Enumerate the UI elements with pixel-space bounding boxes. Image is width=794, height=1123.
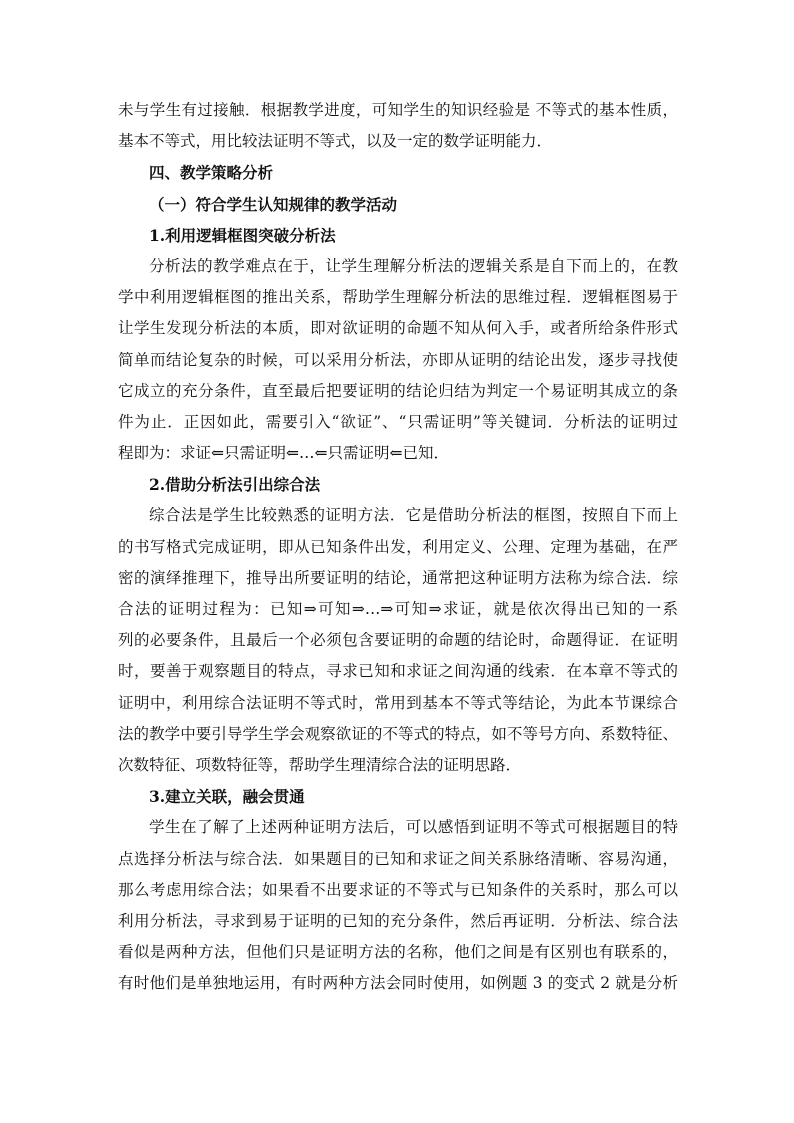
paragraph-point-1 xyxy=(118,251,678,469)
text-line: 分析法的教学难点在于，让学生理解分析法的逻辑关系是自下而上的，在教 xyxy=(149,256,678,275)
point-heading-3: 3.建立关联，融会贯通 xyxy=(149,787,305,807)
text-line: 它成立的充分条件，直至最后把要证明的结论归结为判定一个易证明其成立的条 xyxy=(118,381,678,400)
paragraph-intro-continuation xyxy=(118,95,678,157)
text-line: 那么考虑用综合法；如果看不出要求证的不等式与已知条件的关系时，那么可以 xyxy=(118,880,678,899)
text-line: 的书写格式完成证明，即从已知条件出发，利用定义、公理、定理为基础，在严 xyxy=(118,537,678,556)
text-line: 程即为：求证⇐只需证明⇐…⇐只需证明⇐已知． xyxy=(118,444,449,463)
point-heading-2: 2.借助分析法引出综合法 xyxy=(149,475,321,495)
subsection-heading: （一）符合学生认知规律的教学活动 xyxy=(149,194,398,214)
text-line: 学中利用逻辑框图的推出关系，帮助学生理解分析法的思维过程．逻辑框图易于 xyxy=(118,288,678,307)
text-line: 时，要善于观察题目的特点，寻求已知和求证之间沟通的线索．在本章不等式的 xyxy=(118,662,678,681)
text-line: 综合法是学生比较熟悉的证明方法．它是借助分析法的框图，按照自下而上 xyxy=(149,506,678,525)
text-line: 基本不等式，用比较法证明不等式，以及一定的数学证明能力． xyxy=(118,132,553,151)
paragraph-point-3 xyxy=(118,812,678,999)
text-line: 看似是两种方法，但他们只是证明方法的名称，他们之间是有区别也有联系的， xyxy=(118,943,678,962)
paragraph-point-2 xyxy=(118,500,678,781)
text-line: 件为止．正因如此，需要引入“欲证”、“只需证明”等关键词．分析法的证明过 xyxy=(118,412,678,431)
text-line: 利用分析法，寻求到易于证明的已知的充分条件，然后再证明．分析法、综合法 xyxy=(118,911,678,930)
text-line: 证明中，利用综合法证明不等式时，常用到基本不等式等结论，为此本节课综合 xyxy=(118,693,678,712)
text-line: 有时他们是单独地运用，有时两种方法会同时使用，如例题 3 的变式 2 就是分析 xyxy=(118,974,678,993)
text-line: 简单而结论复杂的时候，可以采用分析法，亦即从证明的结论出发，逐步寻找使 xyxy=(118,350,678,369)
text-line: 点选择分析法与综合法．如果题目的已知和求证之间关系脉络清晰、容易沟通， xyxy=(118,849,678,868)
text-line: 法的教学中要引导学生学会观察欲证的不等式的特点，如不等号方向、系数特征、 xyxy=(118,724,678,743)
text-line: 列的必要条件，且最后一个必须包含要证明的命题的结论时，命题得证．在证明 xyxy=(118,631,678,650)
document-page xyxy=(118,95,678,999)
text-line: 次数特征、项数特征等，帮助学生理清综合法的证明思路． xyxy=(118,755,522,774)
text-line: 密的演绎推理下，推导出所要证明的结论，通常把这种证明方法称为综合法．综 xyxy=(118,568,678,587)
section-heading: 四、教学策略分析 xyxy=(149,163,274,183)
text-line: 未与学生有过接触．根据教学进度，可知学生的知识经验是 不等式的基本性质， xyxy=(118,101,678,119)
text-line: 学生在了解了上述两种证明方法后，可以感悟到证明不等式可根据题目的特 xyxy=(149,818,678,837)
text-line: 合法的证明过程为：已知⇒可知⇒…⇒可知⇒求证，就是依次得出已知的一系 xyxy=(118,600,678,618)
text-line: 让学生发现分析法的本质，即对欲证明的命题不知从何入手，或者所给条件形式 xyxy=(118,319,678,338)
point-heading-1: 1.利用逻辑框图突破分析法 xyxy=(149,225,336,245)
